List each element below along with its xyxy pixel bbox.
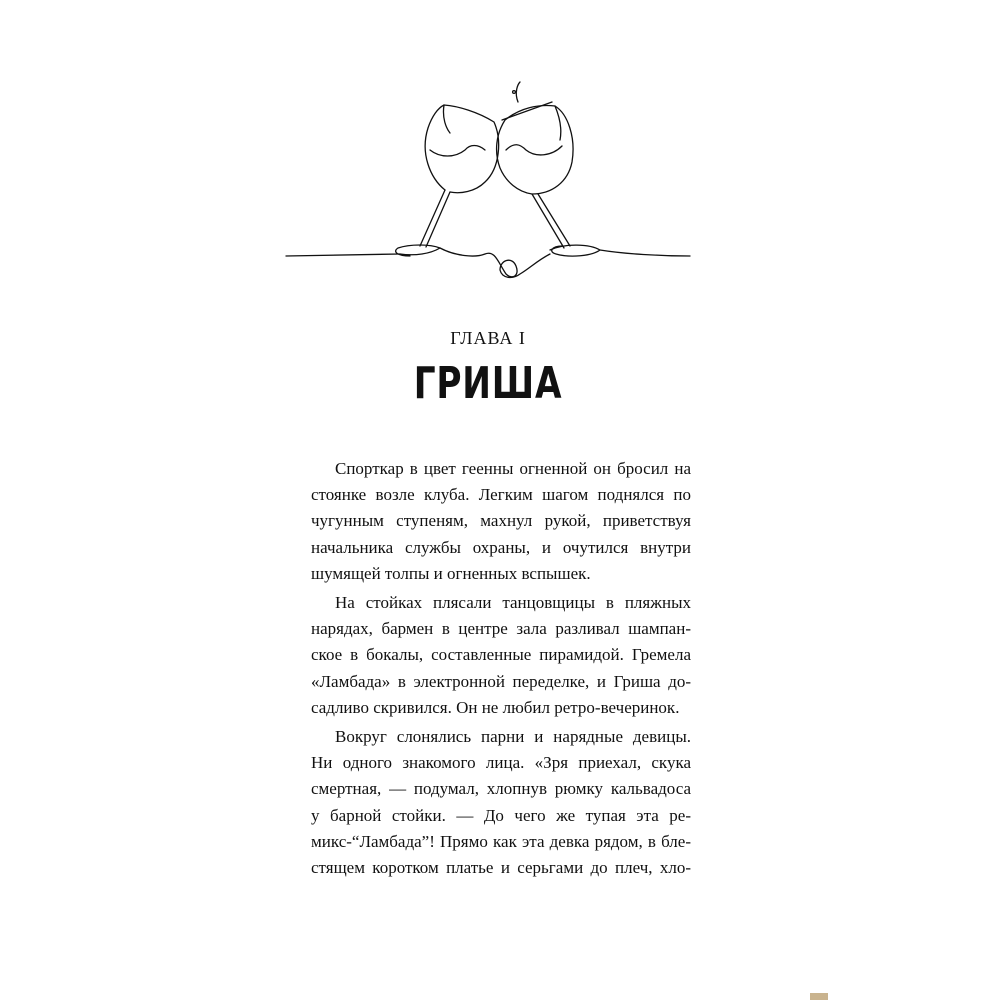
- paragraph: [287, 456, 691, 587]
- text-line: чугунным ступеням, махнул рукой, приветствуя: [311, 511, 691, 531]
- text-line: «Ламбада» в электронной переделке, и Гриша до-: [311, 671, 691, 691]
- text-line: На стойках плясали танцовщицы в пляжных: [335, 593, 691, 613]
- text-line: ское в бокалы, составленные пирамидой. Гремела: [311, 645, 691, 665]
- wine-glasses-toast-icon: [280, 78, 700, 283]
- text-line: Спорткар в цвет геенны огненной он бросил на: [335, 459, 691, 478]
- page-edge-marker: [810, 993, 828, 1000]
- chapter-number: ГЛАВА I: [450, 328, 526, 348]
- text-line: стящем коротком платье и серьгами до плеч, хло-: [311, 858, 691, 878]
- text-line: садливо скривился. Он не любил ретро-вечеринок.: [311, 697, 680, 717]
- text-line: Вокруг слонялись парни и нарядные девицы.: [335, 727, 691, 747]
- text-line: шумящей толпы и огненных вспышек.: [311, 563, 591, 583]
- paragraph: [287, 724, 691, 881]
- chapter-title: ГРИША: [413, 358, 563, 409]
- text-line: смертная, — подумал, хлопнув рюмку кальвадоса: [311, 779, 691, 799]
- text-line: микс-“Ламбада”! Прямо как эта девка рядом, в бле-: [311, 831, 691, 851]
- text-line: нарядах, бармен в центре зала разливал шампан-: [311, 619, 691, 639]
- chapter-body: [287, 456, 691, 884]
- text-line: у барной стойки. — До чего же тупая эта ре-: [311, 805, 691, 825]
- text-line: Ни одного знакомого лица. «Зря приехал, скука: [311, 753, 691, 773]
- text-line: начальника службы охраны, и очутился внутри: [311, 537, 691, 557]
- paragraph: [287, 590, 691, 721]
- text-line: стоянке возле клуба. Легким шагом поднялся по: [311, 485, 691, 505]
